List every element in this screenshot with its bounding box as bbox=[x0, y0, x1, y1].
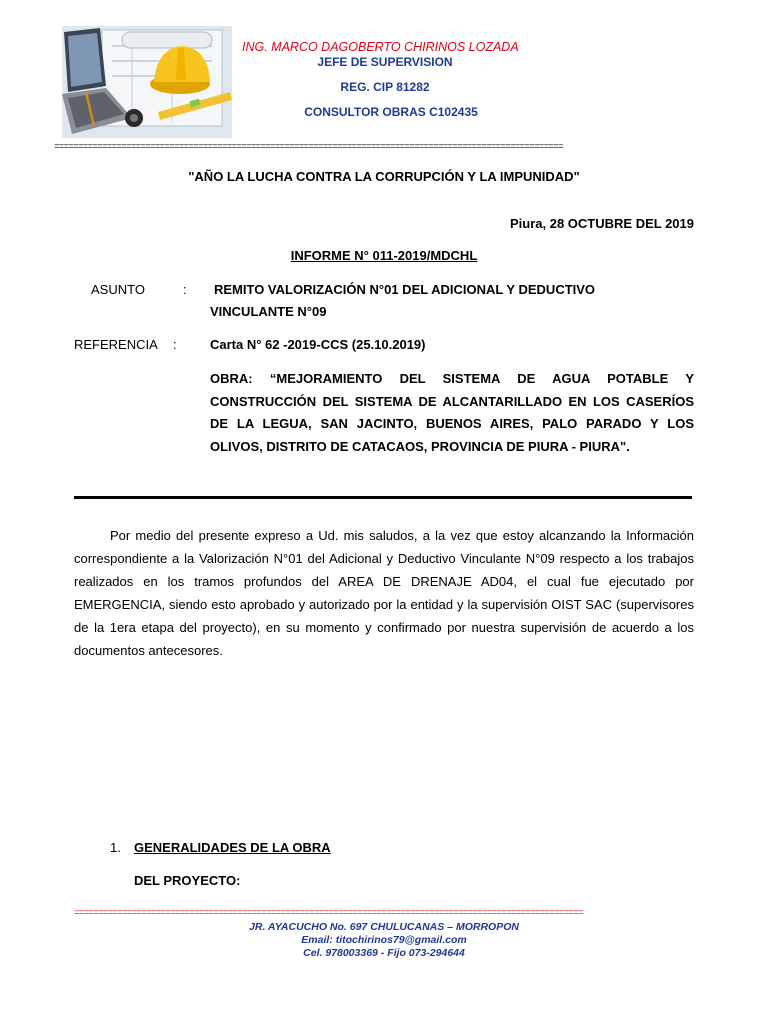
footer-phone: Cel. 978003369 - Fijo 073-294644 bbox=[303, 947, 465, 959]
body-paragraph: Por medio del presente expreso a Ud. mis saludos, a la vez que estoy alcanzando la Información correspondiente a la Valorización N°01 del Adicional y Deductivo Vinculante N°09 respecto a los trabajos realizados en los tramos profundos del AREA DE DRENAJE AD04, el cual fue ejecutado por EMERGENCIA, siendo esto aprobado y autorizado por la entidad y la supervisión OIST SAC (supervisores de la 1era etapa del proyecto), en su momento y confirmado por nuestra supervisión de acuerdo a los documentos antecesores. bbox=[74, 528, 694, 658]
section-subtitle: DEL PROYECTO: bbox=[134, 873, 241, 888]
engineer-role: JEFE DE SUPERVISION bbox=[317, 55, 453, 69]
engineer-name: ING. MARCO DAGOBERTO CHIRINOS LOZADA bbox=[242, 40, 519, 54]
engineer-registration: REG. CIP 81282 bbox=[340, 80, 430, 94]
header-separator: ========================================================================================================== bbox=[54, 142, 563, 152]
header-logo-image bbox=[62, 26, 232, 138]
section-title: GENERALIDADES DE LA OBRA bbox=[134, 840, 331, 855]
document-date: Piura, 28 OCTUBRE DEL 2019 bbox=[510, 216, 694, 231]
engineer-consultant-code: CONSULTOR OBRAS C102435 bbox=[304, 105, 478, 119]
report-number: INFORME N° 011-2019/MDCHL bbox=[290, 248, 478, 263]
referencia-label: REFERENCIA bbox=[74, 337, 158, 352]
footer-separator: ========================================================================================================== bbox=[74, 908, 583, 918]
asunto-line-2: VINCULANTE N°09 bbox=[210, 304, 327, 319]
asunto-line-1: REMITO VALORIZACIÓN N°01 DEL ADICIONAL Y DEDUCTIVO bbox=[214, 282, 596, 297]
section-number: 1. bbox=[110, 840, 121, 855]
asunto-label: ASUNTO bbox=[91, 282, 145, 297]
year-motto: "AÑO LA LUCHA CONTRA LA CORRUPCIÓN Y LA IMPUNIDAD" bbox=[188, 169, 580, 184]
asunto-colon: : bbox=[183, 282, 187, 297]
footer-address: JR. AYACUCHO No. 697 CHULUCANAS – MORROPON bbox=[249, 921, 519, 933]
section-divider bbox=[74, 496, 692, 499]
referencia-colon: : bbox=[173, 337, 177, 352]
obra-description: OBRA: “MEJORAMIENTO DEL SISTEMA DE AGUA POTABLE Y CONSTRUCCIÓN DEL SISTEMA DE ALCANTARILLADO EN LOS CASERÍOS DE LA LEGUA, SAN JACINTO, BUENOS AIRES, PALO PARADO Y LOS OLIVOS, DISTRITO DE CATACAOS, PROVINCIA DE PIURA - PIURA". bbox=[210, 371, 694, 454]
referencia-value: Carta N° 62 -2019-CCS (25.10.2019) bbox=[210, 337, 426, 352]
footer-email: Email: titochirinos79@gmail.com bbox=[301, 934, 467, 946]
